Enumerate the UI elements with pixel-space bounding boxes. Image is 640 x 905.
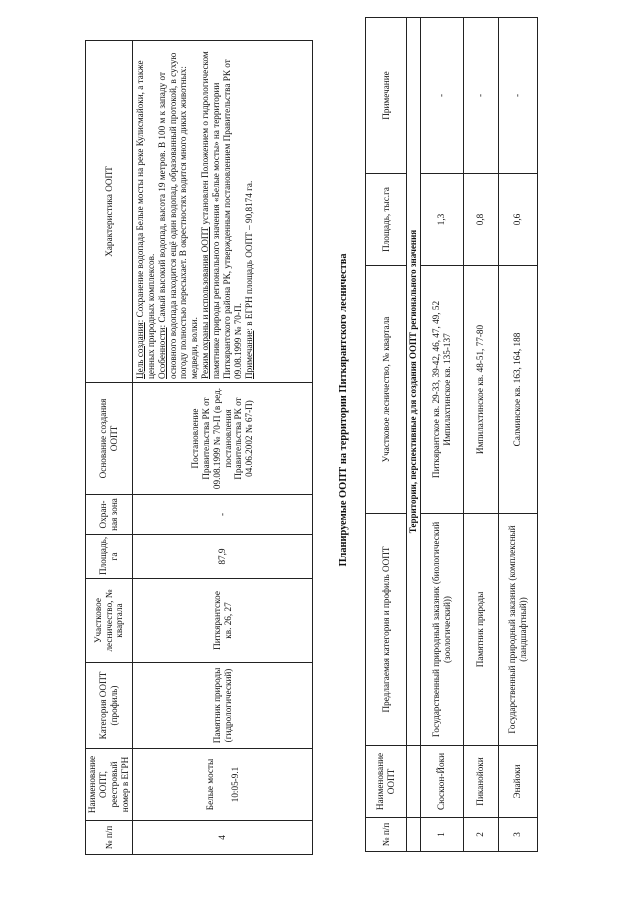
features-label: Особенности [156,327,167,379]
row-number: 4 [133,821,313,855]
section-blank [407,746,421,818]
category-cell: Памятник природы (гидрологический) [133,663,313,749]
oopt-name: Белые мосты [204,758,215,811]
header-cell: Площадь, тыс.га [366,174,407,266]
header-cell: Примечание [366,18,407,174]
forestry-cell: Салминское кв. 163, 164, 188 [498,266,537,514]
features-text: : Самый высокий водопад, высота 19 метров. В 100 м к западу от основного водопада находится ещё один водопад, образованный протокой, в сухую погоду полностью пересыхает. В окрестностях водится много диких животных: медведи, волки. [156,52,200,379]
header-cell: № п/п [86,821,133,855]
header-cell: Наименование ООПТ [366,746,407,818]
registry-number: 10:05-9.1 [229,766,240,803]
header-cell: Участковое лесничество, № квартала [86,579,133,663]
header-cell: Участковое лесничество, № квартала [366,266,407,514]
area-cell: 0,6 [498,174,537,266]
description-cell [133,41,313,383]
section-row [407,18,421,852]
table-header-row [86,41,133,855]
row-number: 3 [498,818,537,852]
note-text: : в ЕГРН площадь ООПТ – 90,8174 га. [243,180,254,331]
planned-oopt-title: Планируемые ООПТ на территории Питкярантского лесничества [338,253,349,567]
basis-cell: Постановление Правительства РК от 09.08.1999 № 70-П (в ред. постановления Правительства РК от 04.06.2002 № 67-П) [133,383,313,495]
area-cell: 0,8 [463,174,498,266]
header-cell: Охран-ная зона [86,495,133,535]
header-cell: Характеристика ООПТ [86,41,133,383]
oopt-name: Энайоки [498,746,537,818]
existing-oopt-table [85,40,313,855]
category-cell: Государственный природный заказник (биологический (зоологический)) [420,514,463,746]
header-cell: Наименование ООПТ, реестровый номер в ЕГРН [86,749,133,821]
table-header-row [366,18,407,852]
forestry-cell: Питкярантское кв. 29-33, 39-42, 46, 47, 49, 52 Импилахтинское кв. 135-137 [420,266,463,514]
oopt-name: Пиканойоки [463,746,498,818]
section-title: Территории, перспективные для создания ООПТ регионального значения [407,18,421,746]
header-cell: Площадь, га [86,535,133,579]
regime-label: Режим охраны и использования ООПТ [200,226,211,379]
quarter-numbers: кв. 26, 27 [222,602,233,639]
oopt-name-cell [133,749,313,821]
note-cell: - [498,18,537,174]
oopt-name: Сюскюн-Йоки [420,746,463,818]
planned-oopt-table [365,17,538,852]
header-cell: Категория ООПТ (профиль) [86,663,133,749]
header-cell: № п/п [366,818,407,852]
area-cell: 87,9 [133,535,313,579]
category-cell: Государственный природный заказник (комплексный (ландшафтный)) [498,514,537,746]
buffer-zone-cell: - [133,495,313,535]
forestry-cell [133,579,313,663]
note-label: Примечание [243,330,254,379]
header-cell: Основание создания ООПТ [86,383,133,495]
goal-text: : Сохранение водопада Белые мосты на реке Кулисмайоки, а также ценных природных комплексов. [135,60,156,379]
section-blank [407,818,421,852]
category-cell: Памятник природы [463,514,498,746]
table-row [498,18,537,852]
goal-label: Цель создания [135,322,145,379]
area-cell: 1,3 [420,174,463,266]
forestry-name: Питкярантское [211,591,222,650]
row-number: 1 [420,818,463,852]
note-cell: - [463,18,498,174]
table-row [420,18,463,852]
header-cell: Предлагаемая категория и профиль ООПТ [366,514,407,746]
regime-text: установлен Положением о гидрологическом памятнике природы регионального значения «Белые мосты» на территории Питкярантского района РК, утвержденным постановлением Правительства РК от 09.08.1999 № 70-П. [200,51,243,379]
note-cell: - [420,18,463,174]
forestry-cell: Импилахтинское кв. 48-51, 77-80 [463,266,498,514]
row-number: 2 [463,818,498,852]
table-row [133,41,313,855]
table-row [463,18,498,852]
